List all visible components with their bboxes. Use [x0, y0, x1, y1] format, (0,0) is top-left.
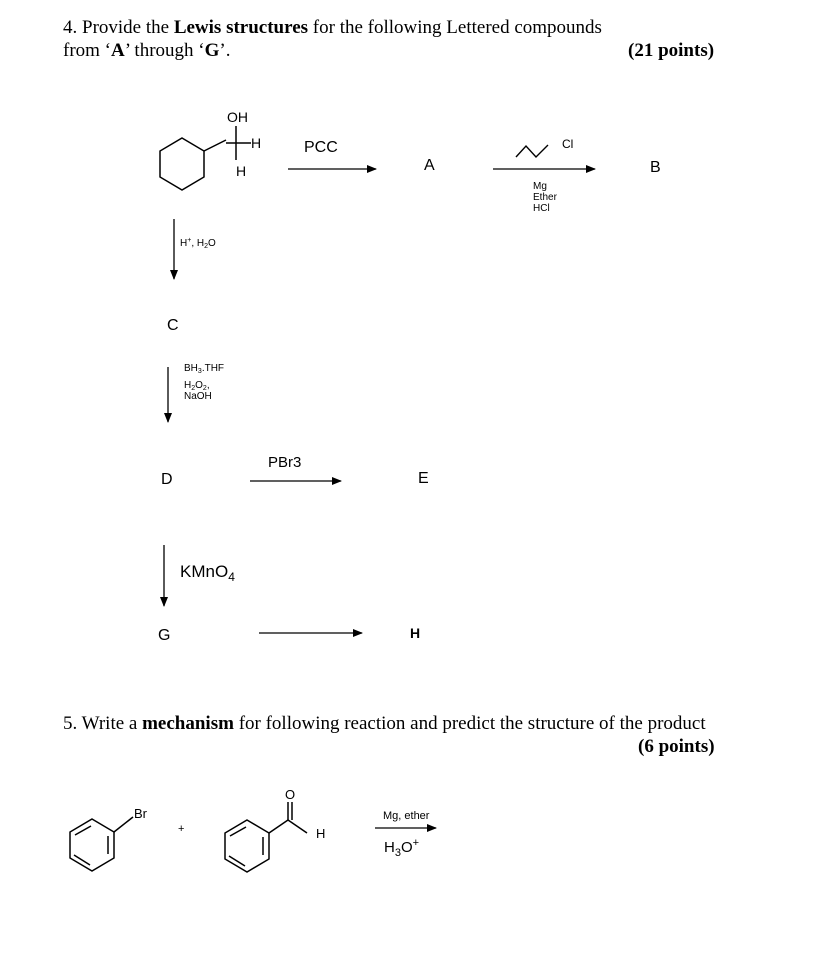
plus-sign: +: [178, 823, 185, 835]
kmno4-reagent-label: KMnO$_4$: [180, 562, 235, 584]
q5-pre: Write a: [81, 713, 138, 734]
compound-h-label: H: [410, 625, 421, 641]
pbr3-reagent-label: PBr3: [268, 454, 302, 471]
propyl-chloride-skeleton: [516, 145, 548, 157]
hydroboration-condition-2: $H_2O_2$,: [184, 380, 210, 392]
oh-label: OH: [227, 109, 248, 125]
q5-post: for following reaction and predict the structure of the product: [238, 713, 706, 734]
ring-to-carbon-bond: [204, 140, 226, 151]
q5-points: (6 points): [638, 736, 715, 757]
cyclohexylmethanol-structure: [160, 126, 251, 190]
oxygen-label: O: [285, 787, 296, 802]
q5-number: 5.: [63, 713, 78, 734]
compound-b-label: B: [650, 159, 661, 176]
bromine-label: Br: [134, 806, 147, 821]
grignard-condition-hcl: HCl: [533, 203, 550, 214]
compound-g-label: G: [158, 627, 171, 644]
q4-line2-a: A: [111, 40, 125, 61]
chloride-cl-label: Cl: [562, 137, 574, 151]
aldehyde-h-label: H: [316, 826, 326, 841]
hydroboration-condition-3: NaOH: [184, 391, 212, 402]
q5-bold: mechanism: [142, 713, 234, 734]
q4-line1-pre: Provide the: [82, 17, 170, 38]
q4-line1-post: for the following Lettered compounds: [312, 17, 602, 38]
hydroboration-condition-1: $BH_3.THF$: [184, 363, 225, 375]
phenylacetaldehyde-structure: [225, 802, 307, 872]
compound-e-label: E: [418, 470, 429, 487]
compound-d-label: D: [161, 471, 173, 488]
acid-hydration-conditions: H+, $H_2O$: [180, 237, 216, 250]
q5-line: [63, 713, 706, 735]
compound-c-label: C: [167, 317, 179, 334]
compound-a-label: A: [424, 157, 435, 174]
cyclohexane-ring: [160, 138, 204, 190]
h-below-label: H: [236, 163, 247, 179]
q4-line2-end: ’.: [219, 40, 231, 61]
bromobenzene-structure: [70, 817, 133, 871]
q4-points: (21 points): [628, 40, 715, 61]
q4-line2-mid: ’ through ‘: [124, 40, 205, 61]
workup-condition: $H_3O^+$: [384, 837, 420, 859]
grignard-condition-top: Mg, ether: [383, 810, 430, 822]
h-right-label: H: [251, 135, 262, 151]
pcc-reagent-label: PCC: [304, 139, 338, 156]
q4-line2-g: G: [204, 40, 220, 61]
grignard-condition-ether: Ether: [533, 192, 557, 203]
q4-line2-pre: from ‘: [63, 40, 112, 61]
q4-number: 4.: [63, 17, 78, 38]
q4-line1-bold: Lewis structures: [173, 17, 309, 38]
grignard-condition-mg: Mg: [533, 181, 547, 192]
